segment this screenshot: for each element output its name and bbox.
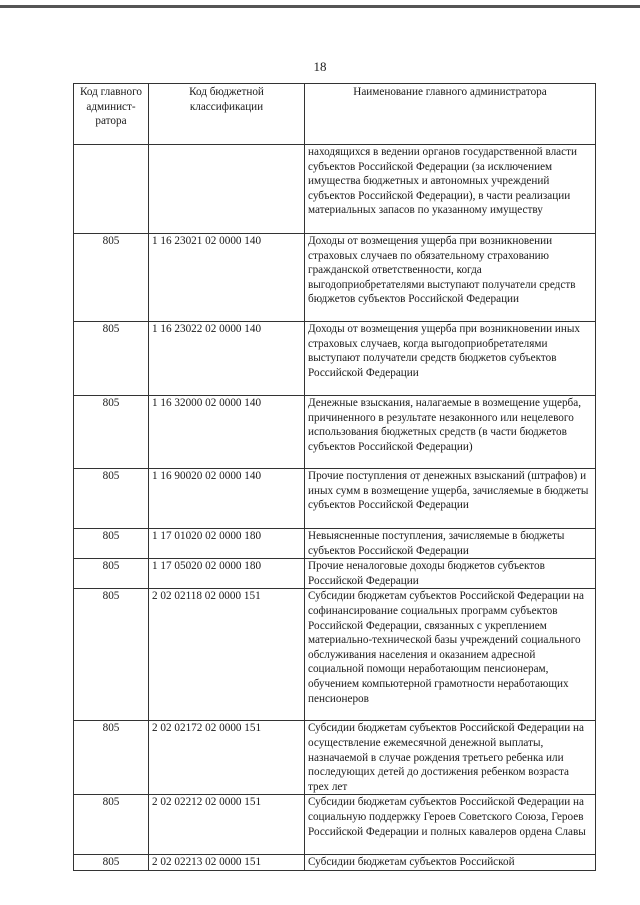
cell-admin-code: 805 — [74, 322, 149, 396]
table-row — [74, 855, 596, 871]
table-row — [74, 795, 596, 855]
page-number: 18 — [313, 59, 327, 74]
table-row — [74, 469, 596, 529]
page-top-border — [0, 5, 640, 8]
cell-admin-name: Доходы от возмещения ущерба при возникновении страховых случаев по обязательному страхованию гражданской ответственности, когда выгодоприобретателями выступают получатели средств бюджетов субъектов Российской Федерации — [305, 234, 596, 322]
cell-admin-name: Невыясненные поступления, зачисляемые в бюджеты субъектов Российской Федерации — [305, 529, 596, 559]
cell-admin-name: Доходы от возмещения ущерба при возникновении иных страховых случаев, когда выгодоприобретателями выступают получатели средств бюджетов субъектов Российской Федерации — [305, 322, 596, 396]
table-row — [74, 589, 596, 721]
table-row — [74, 396, 596, 469]
cell-budget-code: 1 17 05020 02 0000 180 — [149, 559, 305, 589]
table-row — [74, 529, 596, 559]
table-row — [74, 322, 596, 396]
cell-budget-code: 1 16 23021 02 0000 140 — [149, 234, 305, 322]
cell-admin-code: 805 — [74, 234, 149, 322]
header-admin-name: Наименование главного администратора — [305, 84, 596, 145]
cell-admin-name: Субсидии бюджетам субъектов Российской Федерации на социальную поддержку Героев Советского Союза, Героев Российской Федерации и полных кавалеров ордена Славы — [305, 795, 596, 855]
cell-admin-code: 805 — [74, 855, 149, 871]
table-row — [74, 721, 596, 795]
table-row — [74, 559, 596, 589]
cell-admin-name: Прочие поступления от денежных взысканий (штрафов) и иных сумм в возмещение ущерба, зачисляемые в бюджеты субъектов Российской Федерации — [305, 469, 596, 529]
cell-budget-code: 2 02 02213 02 0000 151 — [149, 855, 305, 871]
cell-budget-code: 2 02 02212 02 0000 151 — [149, 795, 305, 855]
cell-admin-name: Субсидии бюджетам субъектов Российской Федерации на софинансирование социальных программ субъектов Российской Федерации, связанных с укреплением материально-технической базы учреждений социального обслуживания населения и оказанием адресной социальной помощи неработающим пенсионерам, обучением компьютерной грамотности неработающих пенсионеров — [305, 589, 596, 721]
cell-admin-name: Субсидии бюджетам субъектов Российской Федерации на осуществление ежемесячной денежной выплаты, назначаемой в случае рождения третьего ребенка или последующих детей до достижения ребенком возраста трех лет — [305, 721, 596, 795]
cell-admin-name: Субсидии бюджетам субъектов Российской — [305, 855, 596, 871]
cell-admin-code: 805 — [74, 559, 149, 589]
cell-budget-code: 2 02 02118 02 0000 151 — [149, 589, 305, 721]
cell-budget-code: 1 16 90020 02 0000 140 — [149, 469, 305, 529]
header-admin-code: Код главного админист-ратора — [74, 84, 149, 145]
cell-budget-code — [149, 145, 305, 234]
cell-admin-name: Денежные взыскания, налагаемые в возмещение ущерба, причиненного в результате незаконного или нецелевого использования бюджетных средств (в части бюджетов субъектов Российской Федерации) — [305, 396, 596, 469]
cell-budget-code: 1 16 23022 02 0000 140 — [149, 322, 305, 396]
cell-admin-code: 805 — [74, 795, 149, 855]
header-budget-code: Код бюджетной классификации — [149, 84, 305, 145]
cell-budget-code: 2 02 02172 02 0000 151 — [149, 721, 305, 795]
table-header-row — [74, 84, 596, 145]
cell-admin-code: 805 — [74, 396, 149, 469]
table-row — [74, 234, 596, 322]
cell-admin-code: 805 — [74, 469, 149, 529]
budget-admin-table — [73, 83, 596, 871]
cell-budget-code: 1 16 32000 02 0000 140 — [149, 396, 305, 469]
cell-admin-code: 805 — [74, 721, 149, 795]
cell-admin-code — [74, 145, 149, 234]
cell-budget-code: 1 17 01020 02 0000 180 — [149, 529, 305, 559]
cell-admin-code: 805 — [74, 529, 149, 559]
cell-admin-code: 805 — [74, 589, 149, 721]
cell-admin-name: находящихся в ведении органов государственной власти субъектов Российской Федерации (за исключением имущества бюджетных и автономных учреждений субъектов Российской Федерации), в части реализации материальных запасов по указанному имуществу — [305, 145, 596, 234]
cell-admin-name: Прочие неналоговые доходы бюджетов субъектов Российской Федерации — [305, 559, 596, 589]
table-row — [74, 145, 596, 234]
